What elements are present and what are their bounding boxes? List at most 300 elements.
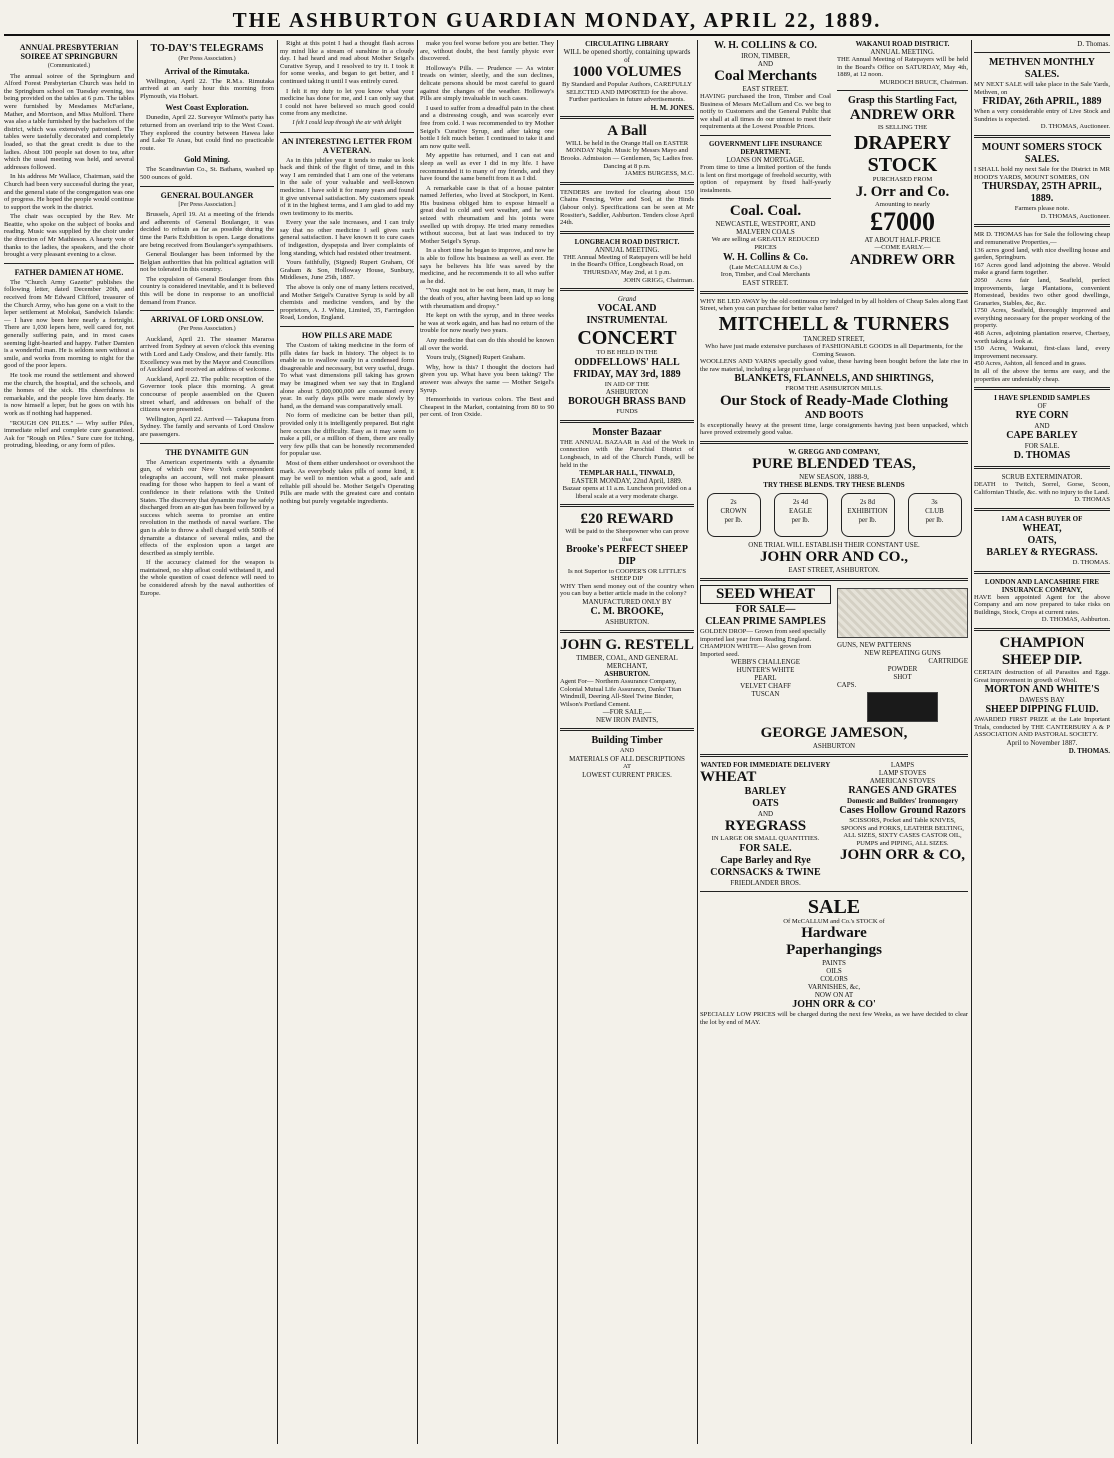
paragraph: As in this jubilee year it tends to make us look back and think of the flight of time, and in this way I am reminded that I am one of the veterans in the sale of your valuable and well-known medicine. I have sold it for many years and found it give universal satisfaction. My customers speak of it in the highest terms, and I am glad to add my own testimony to its merits. [280,156,414,217]
ad-text: Who have just made extensive purchases of FASHIONABLE GOODS in all Departments, for the Coming Season. [705,342,963,358]
ad-text: FRIEDLANDER BROS. [730,878,801,887]
masthead [4,4,1110,36]
ad-headline: SHEEP DIPPING FLUID. [985,704,1099,716]
article-heading: THE DYNAMITE GUN [165,447,249,457]
ad-text: NOW ON AT [814,991,854,1000]
divider [560,116,694,119]
paragraph: The American experiments with a dynamite gun, of which our New York correspondent telegraphs an account, will not make pleasant reading for those who happen to feel a want of confidence in their relations with the United States. The discovery that dynamite may be safely discharged from an air-gun has been followed by a success which seems to promise an entire revolution in the methods of naval warfare. The gun is able to throw a shell charged with 500lb of dynamite a distance of several miles, and the effects of the explosion upon a target are described as simply terrible. [140,458,274,557]
ad-text: SCISSORS, Pocket and Table KNIVES, SPOONS and FORKS, LEATHER BELTING, ALL SIZES, SIXTY CASES CASTOR OIL, PUMPS and PIPING, ALL SIZES. [841,817,964,847]
ad-text: ASHBURTON. [605,618,649,626]
ad-headline: BARLEY & RYEGRASS. [986,547,1098,558]
ad-text: HAVING purchased the Iron, Timber and Coal Business of Messrs McCallum and Co. we beg to notify to Customers and the General Public that we shall at all times do our utmost to meet their requirements at the Lowest Possible Prices. [700,93,831,131]
divider [140,310,274,311]
divider [700,578,968,581]
ad-text: By Standard and Popular Authors, CAREFULLY SELECTED AND IMPORTED for the above. [561,81,693,96]
column-rule [697,40,698,1444]
ad-text: Further particulars in future advertisements. [569,96,685,104]
ad-text: CHAMPION WHITE— Also grown from Imported seed. [700,643,812,658]
ad-text: FUNDS [616,408,638,416]
ad-signature: JAMES BURGESS, M.C. [624,170,694,178]
ad-headline: OATS, [1027,535,1057,546]
divider [560,420,694,423]
ad-text: EAST STREET, ASHBURTON. [788,566,880,575]
ad-text: I HAVE SPLENDID SAMPLES [994,394,1090,403]
ad-text: —FOR SALE,— [602,708,652,717]
ad-headline: RANGES AND GRATES [848,785,957,797]
ad-heading: LONDON AND LANCASHIRE FIRE INSURANCE COMPANY, [984,577,1100,594]
ad-heading: SCRUB EXTERMINATOR. [1001,473,1083,482]
ad-text: FOR SALE. [1024,442,1060,451]
divider [560,630,694,633]
ad-text: IN AID OF THE [604,380,650,388]
ad-text: WILL be opened shortly, containing upwards of [563,48,691,64]
ad-text: TENDERS are invited for clearing about 150 Chains Fencing, Wire and Sod, at the Hinds (labour only). Specifications can be seen at Mr Rossiter's, Saddler, Ashburton. Tenders close April 24th. [560,188,694,227]
ad-text: COLORS [820,975,848,984]
ad-signature: D. THOMAS [1074,496,1110,504]
divider [700,891,968,892]
column-rule [137,40,138,1444]
paragraph: The chair was occupied by the Rev. Mr Beattie, who spoke on the subject of books and reading. Music was supplied by the choir under the direction of Mr Mathieson. A hearty vote of thanks to the ladies, the speakers, and the choir brought a very pleasant evening to a close. [4,213,134,259]
ad-text: PAINTS [822,959,846,968]
ad-text: HUNTER'S WHITE [736,666,795,675]
ad-text: I AM A CASH BUYER OF [1001,515,1083,523]
article-heading: ARRIVAL OF LORD ONSLOW. [150,315,264,325]
column-rule [417,40,418,1444]
column-2 [140,40,274,1444]
ad-text: WHY BE LED AWAY by the old continuous cry indulged in by all holders of Cheap Sales along East Street, when you can purchase for better value here? [700,297,968,313]
column-rule [557,40,558,1444]
ad-headline: Brooke's PERFECT SHEEP DIP [566,543,688,567]
ad-text: AWARDED FIRST PRIZE at the Late Important Trials, conducted by THE CANTERBURY A & P ASSOCIATION AND PASTORAL SOCIETY. [974,716,1110,739]
ad-text: Agent For— Northern Assurance Company, Colonial Mutual Life Assurance, Danks' Titan Windmill, Deering All-Steel Twine Binder, Wilson's Portland Cement. [560,678,682,708]
ad-headline: JOHN ORR & CO' [792,999,876,1011]
paragraph: In his address Mr Wallace, Chairman, said the Church had been very successful during the year, and the general state of the congregation was one of progress. He hoped the people would continue to support the work in the district. [4,173,134,211]
ad-headline: MITCHELL & TURNERS [718,312,950,335]
ad-headline: FOR SALE— [735,604,796,616]
divider [4,263,134,264]
ad-headline: CONCERT [577,327,677,350]
ad-headline: SALES. [1024,153,1060,165]
divider [974,571,1110,574]
ad-headline: THURSDAY, 25TH APRIL, 1889. [982,181,1102,205]
ad-text: AND [757,60,774,68]
paragraph: Any medicine that can do this should be known all over the world. [420,336,554,352]
ad-text: TANCRED STREET, [803,334,865,343]
ad-headline: SEED WHEAT [700,585,831,604]
ad-text: AND [619,747,635,755]
newspaper-page [4,4,1110,1450]
ad-figure: £7000 [870,207,935,237]
paragraph: My appetite has returned, and I can eat and sleep as well as ever I did in my life. I have recommended it to many of my friends, and they have found the same benefit from it as I did. [420,152,554,183]
paragraph: The annual soiree of the Springburn and Alford Forest Presbyterian Church was held in the Springburn school on Tuesday evening, tea being provided on the tables at 6 p.m. The tables were furnished by Mesdames McFarlane, Mather, and Morrison, and Miss Mulford. There was also a table furnished by the bachelors of the district, which was extensively patronised. The tables were tastefully decorated and completely loaded, so that the great credit is due to the ladies. About 100 people sat down to tea, after which the usual meeting was held, and several addresses followed. [4,72,134,171]
paragraph: Right at this point I had a thought flash across my mind like a stream of sunshine in a cloudy day. I had heard and read about Mother Seigel's Curative Syrup, and I resolved to try it. I took it for some weeks, and began to get better, and I continued taking it until I was entirely cured. [280,40,414,85]
ad-headline: SALE [807,895,861,918]
paragraph: In a short time he began to improve, and now he is able to follow his business as well as ever. He says he believes his life was saved by the medicine, and he recommends it to all who suffer as he did. [420,247,554,285]
ad-text: 136 acres good land, with nice dwelling house and garden, Springburn. [974,246,1110,262]
ad-text: AT [622,762,632,770]
ad-headline: CLEAN PRIME SAMPLES [705,616,826,628]
ad-text: EASTER MONDAY, 22nd April, 1889. [571,477,683,486]
ad-text: TO BE HELD IN THE [596,349,658,357]
ad-text: 150 Acres, Wakanui, first-class land, every improvement necessary. [974,345,1110,360]
ad-text: TIMBER, COAL, AND GENERAL [576,654,678,662]
masthead-title: THE ASHBURTON GUARDIAN MONDAY, APRIL 22, 1889. [232,8,882,32]
column-1 [4,40,134,1444]
ad-signature: H. M. JONES. [650,103,694,112]
ad-text: THE Annual Meeting of Ratepayers will be held in the Board's Office on SATURDAY, May 4th, 1889, at 12 noon. [837,56,968,79]
ad-text: LAMPS [890,761,915,770]
divider [560,182,694,185]
ad-text: TRY THESE BLENDS. TRY THESE BLENDS [763,481,905,490]
ad-text: Farmers please note. [1014,205,1070,213]
ad-text: Is not Superior to COOPER'S OR LITTLE'S SHEEP DIP [567,567,687,583]
ad-headline: CHAMPION [999,634,1085,651]
ad-heading: WAKANUI ROAD DISTRICT. [855,40,950,48]
ad-text: OILS [826,967,842,976]
ad-text: THE Annual Meeting of Ratepayers will be held in the Board's Office, Longbeach Road, on THURSDAY, May 2nd, at 1 p.m. [563,253,691,276]
ad-text: TEMPLAR HALL, TINWALD, [579,469,675,478]
ad-text: PEARL [754,674,777,683]
ad-signature: D. THOMAS, Auctioneer. [1040,212,1110,220]
ad-text: ASHBURTON [605,388,649,397]
ad-signature: MURDOCH BRUCE, Chairman. [879,78,968,86]
ad-row [700,40,968,287]
ad-signature: D. THOMAS. [1072,559,1110,566]
ad-signature: JOHN GRIGG, Chairman. [623,276,694,284]
paragraph: The "Church Army Gazette" publishes the following letter, dated December 20th, and received from Mr Edward Clifford, treasurer of the Church Army, who has gone on a visit to the leper settlement at Molokai, Sandwich Islands: — I have now been here nearly a fortnight. There are 1,030 lepers here, well cared for, not generally suffering pain, and in most cases seeming light-hearted and happy. Father Damien is a wonderful man. He is seldom seen without a smile, and works from morning to night for the good of the poor lepers. [4,278,134,370]
ad-text: EAST STREET. [742,85,789,93]
ad-headline: OATS [752,798,779,810]
paragraph: Brussels, April 19. At a meeting of the friends and adherents of General Boulanger, it was decided to refrain as far as possible during the time the Paris Exhibition is open. Large donations are being received from Boulanger's sympathisers. [140,211,274,249]
pull-quote: I felt I could leap through the air with delight [292,119,402,126]
ad-headline: MOUNT SOMERS STOCK [981,141,1103,153]
divider [700,198,831,199]
ad-text: POWDER [887,665,918,674]
ad-text: Domestic and Builders' Ironmongery [847,797,958,806]
paragraph: "ROUGH ON PILES." — Why suffer Piles, immediate relief and complete cure guaranteed. Ask for "Rough on Piles." Sure cure for itching, protruding, bleeding, or any form of piles. [4,419,134,450]
divider [974,508,1110,511]
ad-text: (Late McCALLUM & Co.) [729,263,802,271]
ad-heading: GOVERNMENT LIFE INSURANCE DEPARTMENT. [708,139,823,156]
divider [974,135,1110,138]
paragraph: Wellington, April 22. The R.M.s. Rimutaka arrived at an early hour this morning from Plymouth, via Hobart. [140,77,274,100]
ad-headline: FOR SALE. [739,842,792,854]
paragraph: I felt it my duty to let you know what your medicine has done for me, and I can only say that I could not have believed so much good could come from any medicine. [280,87,414,118]
ad-headline: A Ball [607,122,647,139]
ad-text: AT ABOUT HALF-PRICE [864,236,941,245]
paragraph: Why, how is this? I thought the doctors had given you up. What have you been taking? The answer was always the same — Mother Seigel's Syrup. [420,363,554,394]
ad-text: 1750 Acres, Seafield, thoroughly improved and everything necessary for the proper working of the property. [974,307,1110,330]
orr-ad-top [837,40,968,287]
ad-headline: RYEGRASS [724,818,807,835]
paragraph: Every year the sale increases, and I can truly say that no other medicine I sell gives such general satisfaction. I have known it to cure cases of indigestion, dyspepsia and liver complaints of long standing, which had resisted other treatment. [280,219,414,257]
column-5 [560,40,694,1444]
ad-headline: C. M. BROOKE, [590,606,664,617]
ad-headline: 1000 VOLUMES [572,64,682,80]
tea-blend-crown: 2s CROWN per lb. [707,493,761,537]
divider [140,186,274,187]
ad-headline: FRIDAY, MAY 3rd, 1889 [573,368,681,380]
article-subheading: (Communicated.) [47,63,91,69]
paragraph: Yours truly, (Signed) Rupert Graham. [426,354,526,362]
ad-row [700,761,968,887]
paragraph: I used to suffer from a dreadful pain in the chest and a distressing cough, and was scarcely ever free from cold. I was recommended to try Mother Seigel's Curative Syrup, and after taking one bottle I felt much better. I continued to take it and am now quite well. [420,104,554,150]
divider [837,90,968,91]
divider [974,387,1110,390]
divider [560,231,694,234]
telegram-heading: West Coast Exploration. [165,103,249,113]
column-7 [974,40,1110,1444]
ad-text: 468 Acres, adjoining plantation reserve, Chertsey, worth taking a look at. [974,330,1110,345]
ad-headline: Monster Bazaar [592,426,662,438]
ad-headline: SALES. [1024,69,1060,80]
ad-text: —COME EARLY.— [874,244,931,252]
divider [700,291,968,294]
paragraph: The Custom of taking medicine in the form of pills dates far back in history. The object is to enable us to swallow easily in a condensed form disagreeable and necessary, but very useful, drugs. To what vast dimensions pill taking has grown may be imagined when we say that in England alone about 5,000,000,000 are consumed every year. In early days pills were made slowly by hand, as the demand was comparatively small. [280,342,414,410]
ad-text: MATERIALS OF ALL DESCRIPTIONS [569,754,685,763]
divider [974,52,1110,53]
ad-headline: AND BOOTS [804,409,864,421]
ad-headline: Paperhangings [786,942,882,959]
ad-text: TUSCAN [751,690,780,699]
article-heading: ANNUAL PRESBYTERIAN SOIREE AT SPRINGBURN [19,43,119,61]
ad-headline: Coal. Coal. [729,203,802,220]
ad-text: NEW SEASON, 1888-9, [799,473,869,482]
ad-text: CAPS. [837,681,857,690]
ad-text: AND [1034,422,1050,431]
paragraph: He took me round the settlement and showed me the church, the hospital, and the schools, and the homes of the sick. His cheerfulness is remarkable, and the people love him dearly. He is now himself a leper, but he goes on with his work as if nothing had happened. [4,371,134,417]
ad-headline: METHVEN MONTHLY [988,57,1096,68]
ad-headline: BOROUGH BRASS BAND [568,396,686,408]
ad-headline: ANDREW ORR [849,107,956,124]
ad-headline: Building Timber [591,735,663,747]
ad-text: I SHALL hold my next Sale for the District in MR HOOD'S YARDS, MOUNT SOMERS, ON [974,165,1110,181]
ad-headline: £20 REWARD [580,511,674,528]
divider [280,132,414,133]
ad-headline: Cape Barley and Rye [720,854,811,866]
column-4 [420,40,554,1444]
paragraph: Hemorrhoids in various colors. The Best and Cheapest in the Market, containing from 80 to 90 per cent. of Iron Oxide. [420,396,554,419]
ad-text: 450 Acres, Ashton, all fenced and in grass. [974,360,1087,368]
ad-text: GOLDEN DROP— Grown from seed specially imported last year from Reading England. [700,628,826,643]
article-heading: FATHER DAMIEN AT HOME. [14,267,124,277]
ad-headline: RYE CORN [1015,410,1069,422]
ad-text: We are selling at GREATLY REDUCED PRICES [711,236,820,251]
divider [560,504,694,507]
ad-text: OF [1037,402,1047,411]
ad-headline: VOCAL AND INSTRUMENTAL [586,303,668,327]
ad-text: Is exceptionally heavy at the present time, large consignments having just been unpacked, which have proved extremely good value. [700,421,968,437]
paragraph: The expulsion of General Boulanger from this country is considered inevitable, and it is believed this will be done in response to an unofficial demand from France. [140,275,274,306]
ad-headline: CORNSACKS & TWINE [710,866,821,878]
ad-text: THE ANNUAL BAZAAR in Aid of the Work in connection with the Parochial District of Longbeach, in aid of the Church Funds, will be held in the [560,438,694,469]
ad-text: IRON, TIMBER, [741,52,790,60]
ad-text: MERCHANT, [606,662,648,670]
ad-headline: FRIDAY, 26th APRIL, 1889 [982,96,1102,108]
gun-illustration [837,588,968,638]
ad-text: WHY Then send money out of the country when you can buy a better article made in the colony? [560,582,694,598]
article-subheading: (Per Press Association.) [178,326,236,333]
ad-headline: MORTON AND WHITE'S [984,684,1100,696]
paragraph: No form of medicine can be better than pill, provided only it is intelligently prepared. But right here occurs the difficulty. Easy as it may seem to make a pill, or a million of them, there are really very few pills that can be honestly recommended for popular use. [280,412,414,458]
ad-text: Of McCALLUM and Co.'s STOCK of [783,917,885,925]
ad-text: IS SELLING THE [877,124,928,132]
divider [700,441,968,444]
ad-text: Bazaar opens at 11 a.m. Luncheon provided on a liberal scale at a very moderate charge. [562,485,692,500]
ad-headline: Coal Merchants [714,68,817,84]
tea-blends [700,493,968,537]
ad-text: AMERICAN STOVES [869,777,936,786]
ad-headline: W. H. Collins & Co. [723,251,808,263]
section-subheading: (Per Press Association.) [178,56,236,62]
paragraph: Holloway's Pills. — Prudence — As winter treads on winter, sleetly, and the sun declines, delicate persons should be most careful to guard against the changes of the weather. Holloway's Pills are simply invaluable in such cases. [420,64,554,103]
telegram-heading: Arrival of the Rimutaka. [164,66,250,76]
ad-text: ASHBURTON [812,742,856,751]
column-rule [277,40,278,1444]
ad-signature: D. Thomas. [1077,40,1110,48]
ad-text: WOOLLENS AND YARNS specially good value, these having been bought before the late rise in the raw material, including a large purchase of [700,358,968,373]
paragraph: make you feel worse before you are better. They are, without doubt, the best family physic ever discovered. [420,40,554,63]
divider [974,628,1110,631]
paragraph: "You ought not to be out here, man, it may be the death of you, after having been laid up so long with rheumatism and dropsy." [420,287,554,310]
tea-blend-eagle: 2s 4d EAGLE per lb. [774,493,828,537]
ad-headline: J. Orr and Co. [855,183,950,200]
ad-headline: Grasp this Startling Fact, [848,95,957,107]
ad-headline: DRAPERY STOCK [853,131,952,176]
ad-heading: ANNUAL MEETING. [870,48,935,56]
ad-heading: ANNUAL MEETING. [594,245,660,254]
paragraph: Most of them either undershoot or overshoot the mark. As everybody takes pills of some kind, it may be well to mention what a good, safe and reliable pill should be. Mother Seigel's Operating Pills are made with the greatest care and contain nothing but purely vegetable ingredients. [280,459,414,505]
ad-signature: D. THOMAS, Ashburton. [1041,616,1110,624]
paragraph: The above is only one of many letters received, and Mother Seigel's Curative Syrup is sold by all chemists and medicine vendors, and by the proprietors, A. J. White, Limited, 35, Farringdon Road, London, England. [280,284,414,322]
paragraph: Yours faithfully, (Signed) Rupert Graham, Of Graham & Son, Holloway House, Sunbury, Middlesex, June 25th, 1887. [280,259,414,282]
paragraph: He kept on with the syrup, and in three weeks he was at work again, and has had no return of the trouble for now nearly two years. [420,312,554,335]
tea-blend-exhibition: 2s 8d EXHIBITION per lb. [841,493,895,537]
ad-text: When a very considerable entry of Live Stock and Sundries is expected. [974,108,1110,123]
ad-text: In all of the above the terms are easy, and the properties are undeniably cheap. [974,368,1110,383]
ad-text: Grand [617,295,637,304]
paragraph: A remarkable case is that of a house painter named Jefferies, who lived at Stockport, in Kent. His business obliged him to expose himself a great deal to cold and wet weather, and he was seized with rheumatism and his joints were swelled up with dropsy. He tried many remedies without success, but at last was induced to try Mother Seigel's Syrup. [420,184,554,245]
paragraph: Auckland, April 22. The public reception of the Governor took place this morning. A great concourse of people assembled on the Queen street wharf, and addresses on behalf of the citizens were presented. [140,375,274,414]
ad-text: IN LARGE OR SMALL QUANTITIES. [711,835,820,843]
ad-text: MANUFACTURED ONLY BY [582,598,672,606]
ad-headline: W. H. COLLINS & CO. [714,40,817,51]
divider [700,135,831,136]
ad-headline: Our Stock of Ready-Made Clothing [719,392,949,409]
ad-headline: JOHN ORR & CO, [840,847,965,864]
ad-headline: BLANKETS, FLANNELS, AND SHIRTINGS, [734,373,934,385]
ad-text: Amounting to nearly [875,200,930,208]
ad-text: CERTAIN destruction of all Parasites and Eggs. Great improvement in growth of Wool. [974,668,1110,684]
paragraph: If the accuracy claimed for the weapon is maintained, no ship afloat could withstand it, and the whole question of coast defence will need to be considered afresh by the naval authorities of Europe. [140,559,274,597]
ad-text: LAMP STOVES [878,769,927,778]
ad-text: CARTRIDGE [928,657,968,666]
section-heading: TO-DAY'S TELEGRAMS [150,43,264,54]
column-3 [280,40,414,1444]
divider [974,224,1110,227]
ad-text: 2050 Acres fair land, Seafield, perfect improvements, large Plantations, convenient Homestead, besides two other good dwellings, Granaries, Stables, &c, &c. [974,276,1110,307]
divider [140,443,274,444]
ad-headline: CAPE BARLEY [1006,430,1078,442]
ad-text: W. GREGG AND COMPANY, [788,448,880,457]
article-heading: GENERAL BOULANGER [160,190,254,200]
gun-ad [837,585,968,725]
ad-signature: D. THOMAS, Auctioneer. [1040,123,1110,131]
ad-text: PURCHASED FROM [872,175,933,183]
tea-blend-club: 3s CLUB per lb. [908,493,962,537]
ad-text: NEW REPEATING GUNS [864,649,941,658]
ad-text: Iron, Timber, and Coal Merchants [720,271,811,279]
ad-text: LOWEST CURRENT PRICES. [582,770,672,779]
ad-text: FROM THE ASHBURTON MILLS. [785,385,883,393]
ad-heading: LONGBEACH ROAD DISTRICT. [574,237,680,246]
paragraph: General Boulanger has been informed by the Belgian authorities that his political agitation will not be tolerated in this country. [140,251,274,274]
ad-text: SPECIALLY LOW PRICES will be charged during the next few Weeks, as we have decided to clear the lot by end of MAY. [700,1011,968,1026]
seed-wheat-ad [700,585,831,725]
ad-text: MY NEXT SALE will take place in the Sale Yards, Methven, on [974,81,1110,96]
paragraph: Auckland, April 21. The steamer Mararoa arrived from Sydney at seven o'clock this evening with Lord and Lady Onslow, and their family. His Excellency was met by the Mayor and Councillors of Auckland and received an address of welcome. [140,335,274,374]
ad-heading: CIRCULATING LIBRARY [585,40,669,48]
ad-text: ONE TRIAL WILL ESTABLISH THEIR CONSTANT USE. [748,541,920,550]
ad-text: VELVET CHAFF [740,682,791,691]
telegram-heading: Gold Mining. [184,155,230,165]
ad-text: DAWES'S BAY [1019,696,1065,705]
ad-headline: JOHN G. RESTELL [560,637,694,653]
ad-text: NEW IRON PAINTS, [595,716,659,725]
divider [700,754,968,757]
ad-row [700,585,968,725]
ad-headline: WHEAT [700,769,757,786]
ad-headline: Hardware [801,925,867,942]
divider [974,466,1110,469]
ad-text: 167 Acres good land adjoining the above. Would make a grand farm together. [974,261,1110,277]
ad-headline: SHEEP DIP. [1001,651,1083,668]
ad-headline: GEORGE JAMESON, [760,725,908,742]
ad-text: EAST STREET. [742,278,789,287]
ad-text: VARNISHES, &c, [807,983,861,992]
ad-text: SHOT [893,673,912,682]
ad-heading: LOANS ON MORTGAGE. [726,155,805,164]
collins-ad [700,40,831,287]
article-heading: HOW PILLS ARE MADE [301,331,393,340]
ad-signature: D. THOMAS. [1068,746,1110,755]
ad-text: WANTED FOR IMMEDIATE DELIVERY [700,761,831,770]
ad-text: April to November 1887. [1006,738,1078,747]
divider [560,288,694,291]
paragraph: Dunedin, April 22. Surveyor Wilmot's party has returned from an overland trip to the West Coast. They explored the country between Hawea lake and Lake Te Anau, but could find no practicable route. [140,114,274,152]
ad-headline: JOHN ORR AND CO., [760,549,908,566]
orr-ad-bottom [837,761,968,887]
ad-headline: Cases Hollow Ground Razors [839,805,966,817]
ad-headline: WHEAT, [1022,523,1062,534]
ad-text: HAVE been appointed Agent for the above Company and am now prepared to take risks on Buildings, Stock, Crops at current rates. [974,593,1110,616]
ad-headline: BARLEY [744,786,787,798]
ad-headline: D. THOMAS [1013,450,1071,462]
article-heading: AN INTERESTING LETTER FROM A VETERAN. [281,136,413,155]
divider [560,728,694,731]
ad-text: GUNS, NEW PATTERNS [837,641,912,650]
article-subheading: [Per Press Association.] [178,201,236,208]
stag-illustration [867,692,938,722]
column-6 [700,40,968,1444]
paragraph: The Scandinavian Co., St. Bathans, washed up 500 ounces of gold. [140,166,274,181]
ad-headline: ANDREW ORR [849,251,956,268]
ad-text: AND [757,810,774,819]
ad-text: ASHBURTON. [604,670,650,678]
ad-headline: ODDFELLOWS' HALL [574,356,680,368]
ad-text: NEWCASTLE, WESTPORT, AND MALVERN COALS [715,220,816,237]
grain-wanted-ad [700,761,831,887]
